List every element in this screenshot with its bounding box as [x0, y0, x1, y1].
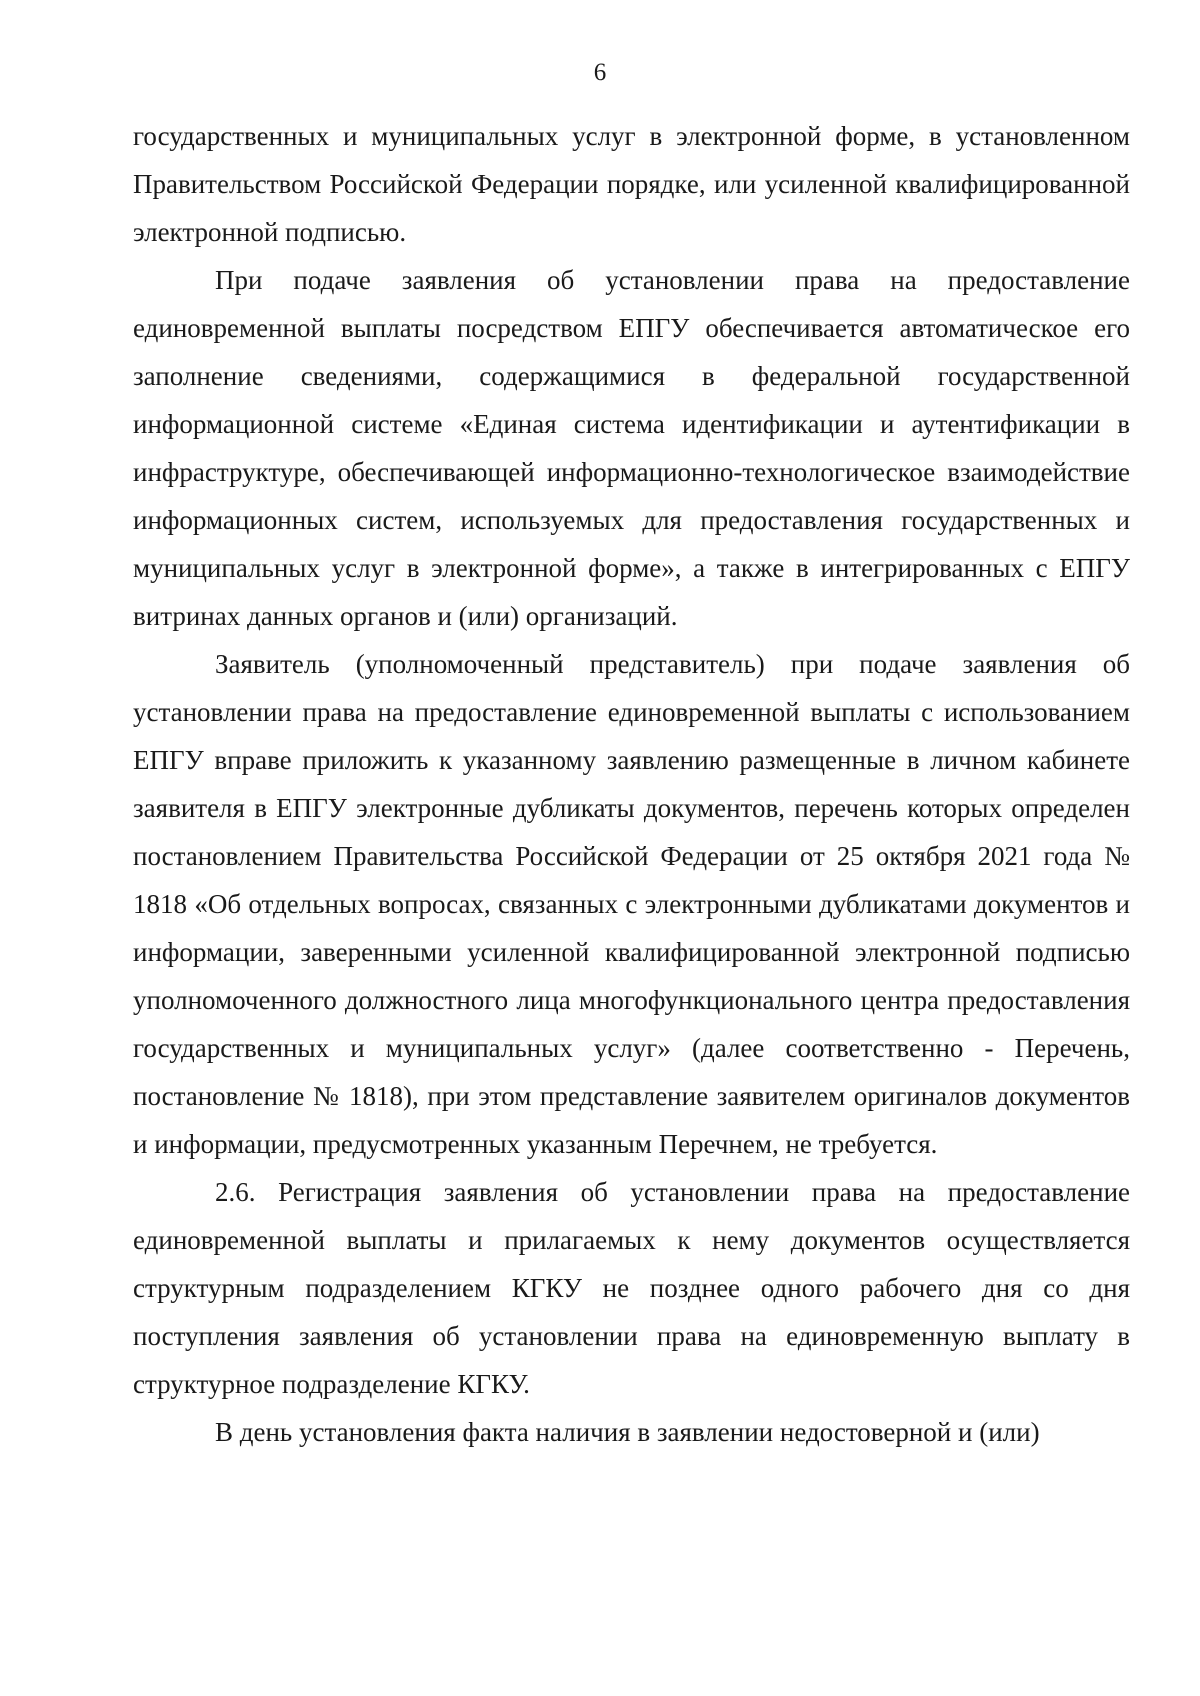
document-body	[133, 112, 1130, 1456]
paragraph-continuation: государственных и муниципальных услуг в электронной форме, в установленном Правительством Российской Федерации порядке, или усиленной квалифицированной электронной подписью.	[133, 121, 1130, 247]
page-number: 6	[593, 59, 607, 86]
paragraph-epgu-autofill: При подаче заявления об установлении права на предоставление единовременной выплаты посредством ЕПГУ обеспечивается автоматическое его заполнение сведениями, содержащимися в федеральной государственной информационной системе «Единая система идентификации и аутентификации в инфраструктуре, обеспечивающей информационно-технологическое взаимодействие информационных систем, используемых для предоставления государственных и муниципальных услуг в электронной форме», а также в интегрированных с ЕПГУ витринах данных органов и (или) организаций.	[133, 265, 1130, 631]
paragraph-electronic-duplicates: Заявитель (уполномоченный представитель) при подаче заявления об установлении права на предоставление единовременной выплаты с использованием ЕПГУ вправе приложить к указанному заявлению размещенные в личном кабинете заявителя в ЕПГУ электронные дубликаты документов, перечень которых определен постановлением Правительства Российской Федерации от 25 октября 2021 года № 1818 «Об отдельных вопросах, связанных с электронными дубликатами документов и информации, заверенными усиленной квалифицированной электронной подписью уполномоченного должностного лица многофункционального центра предоставления государственных и муниципальных услуг» (далее соответственно - Перечень, постановление № 1818), при этом представление заявителем оригиналов документов и информации, предусмотренных указанным Перечнем, не требуется.	[133, 649, 1130, 1159]
paragraph-unreliable-info: В день установления факта наличия в заявлении недостоверной и (или)	[215, 1417, 1040, 1447]
paragraph-section-2-6: 2.6. Регистрация заявления об установлении права на предоставление единовременной выплаты и прилагаемых к нему документов осуществляется структурным подразделением КГКУ не позднее одного рабочего дня со дня поступления заявления об установлении права на единовременную выплату в структурное подразделение КГКУ.	[133, 1177, 1130, 1399]
